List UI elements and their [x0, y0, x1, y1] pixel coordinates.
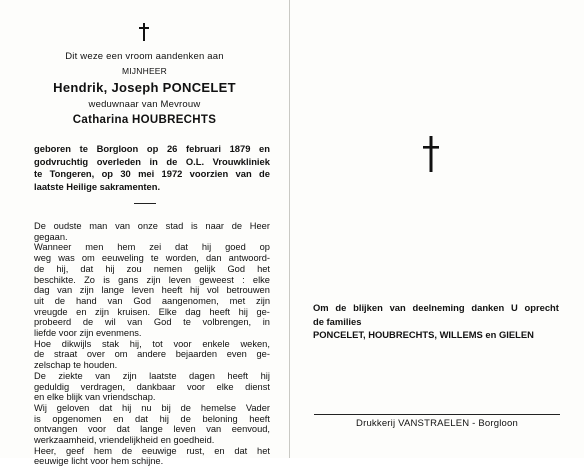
facts-line: te Tongeren, op 30 mei 1972 voorzien van de: [34, 168, 270, 179]
widower-line: weduwnaar van Mevrouw: [88, 99, 201, 110]
thanks-text: [313, 301, 559, 342]
biography-line: Heer, geef hem de eeuwige rust, en dat het: [34, 445, 270, 456]
cross-icon: [138, 23, 150, 41]
biography-line: de hij, dat hij zou nemen gelijk God het: [34, 263, 270, 274]
biography-line: uit de hand van God aangenomen, met zijn: [34, 295, 270, 306]
divider: [134, 203, 156, 204]
biography-line: Wanneer men hem zei dat hij goed op: [34, 242, 270, 253]
biography-line: weg was om eeuweling te worden, dan antwoord-: [34, 253, 270, 264]
thanks-line: PONCELET, HOUBRECHTS, WILLEMS en GIELEN: [313, 329, 534, 340]
deceased-name: Hendrik, Joseph PONCELET: [53, 80, 236, 95]
facts-line: geboren te Borgloon op 26 februari 1879 en: [34, 143, 270, 154]
biography-text: [34, 221, 270, 467]
spouse-name: Catharina HOUBRECHTS: [72, 114, 217, 126]
biography-line: gegaan.: [34, 231, 68, 242]
honorific-title: MIJNHEER: [121, 66, 168, 76]
biography-line: beschikte. Zo is gans zijn leven geweest : elke: [34, 274, 270, 285]
biography-line: vreugde en zijn kruisen. Elke dag heeft hij ge-: [34, 306, 270, 317]
intro-text: Dit weze een vroom aandenken aan: [65, 51, 224, 62]
printer-credit: Drukkerij VANSTRAELEN - Borgloon: [356, 418, 518, 429]
right-panel: [290, 0, 584, 458]
biography-line: en elke blijk van vriendschap.: [34, 392, 156, 403]
facts-line: laatste Heilige sakramenten.: [34, 180, 161, 192]
biography-line: geduldig verdragen, dankbaar voor elke dienst: [34, 381, 270, 392]
biography-line: werkzaamheid, vriendelijkheid en goedheid.: [34, 435, 215, 446]
thanks-line: Om de blijken van deelneming danken U oprecht: [313, 302, 559, 313]
biography-line: Hoe dikwijls stak hij, tot voor enkele weken,: [34, 338, 270, 349]
biography-line: eeuwige licht voor hem schijne.: [34, 456, 164, 467]
left-panel: [0, 0, 289, 467]
biography-line: de straat over om andere bejaarden even ge-: [34, 349, 270, 360]
thanks-line: de families: [313, 315, 362, 327]
biography-line: zelschap te houden.: [34, 360, 118, 371]
biography-line: Wij geloven dat hij nu bij de hemelse Vader: [34, 402, 270, 413]
biography-line: dag van zijn lange leven heeft hij vol betrouwen: [34, 285, 270, 296]
printer-divider: [314, 414, 560, 415]
biography-line: is opgenomen en dat hij de beloning heeft: [34, 413, 270, 424]
biography-line: probeerd de wil van God te volbrengen, in: [34, 317, 270, 328]
biography-line: De oudste man van onze stad is naar de Heer: [34, 221, 270, 231]
birth-death-facts: [34, 143, 270, 193]
facts-line: godvruchtig overleden in de O.L. Vrouwkliniek: [34, 155, 270, 167]
cross-icon: [422, 136, 440, 172]
biography-line: ontvangen voor dat lange leven van eenvoud,: [34, 424, 270, 435]
biography-line: De ziekte van zijn laatste dagen heeft hij: [34, 370, 270, 381]
biography-line: liefde voor zijn evenmens.: [34, 328, 142, 339]
